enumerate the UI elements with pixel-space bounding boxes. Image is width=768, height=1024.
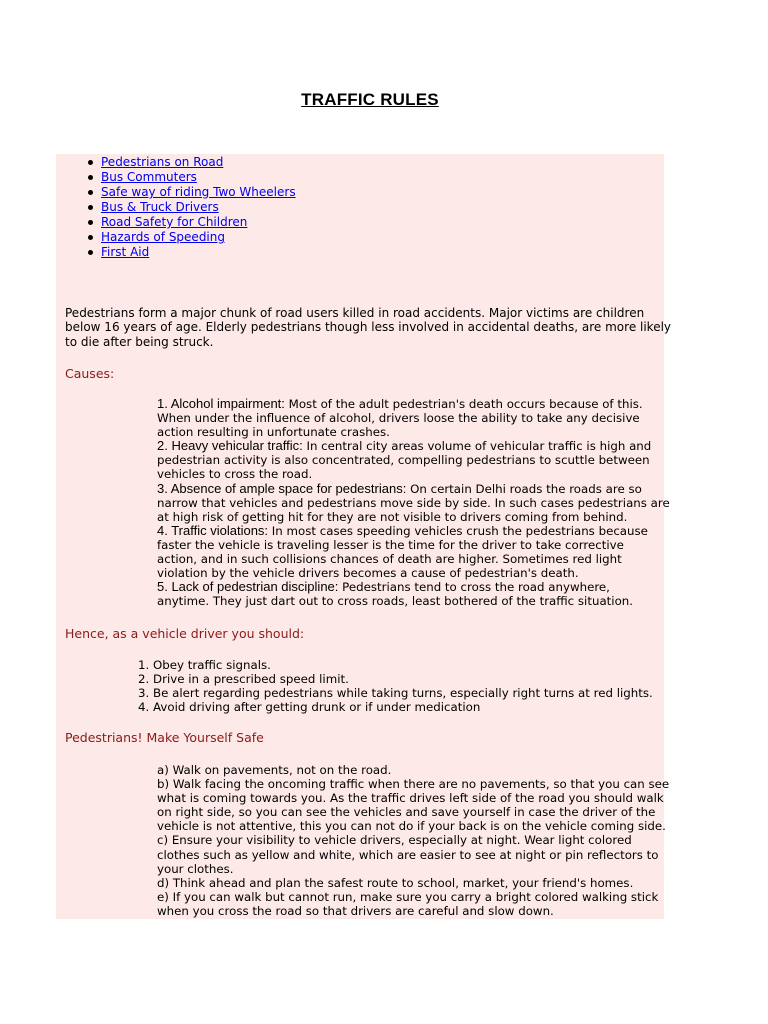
cause-line: anytime. They just dart out to cross roads, least bothered of the traffic situation. — [157, 594, 634, 609]
nav-item — [84, 215, 296, 230]
nav-item — [84, 200, 296, 215]
nav-item — [84, 245, 296, 260]
tip-line: your clothes. — [157, 861, 234, 876]
tip-line: b) Walk facing the oncoming traffic when there are no pavements, so that you can see — [157, 777, 670, 792]
tip-line: a) Walk on pavements, not on the road. — [157, 763, 392, 777]
cause-line: action resulting in unfortunate crashes. — [157, 425, 390, 440]
link-bus-truck-drivers[interactable]: Bus & Truck Drivers — [101, 200, 219, 214]
tip-line: what is coming towards you. As the traffic drives left side of the road you should walk — [157, 791, 664, 806]
bullet-icon — [88, 205, 93, 210]
link-first-aid[interactable]: First Aid — [101, 245, 150, 259]
cause-line: pedestrian activity is also concentrated, compelling pedestrians to scuttle between — [157, 453, 650, 468]
bullet-icon — [88, 190, 93, 195]
driver-item: 3. Be alert regarding pedestrians while taking turns, especially right turns at red lights. — [138, 686, 653, 701]
nav-item — [84, 155, 296, 170]
cause-line: at high risk of getting hit for they are not visible to drivers coming from behind. — [157, 509, 628, 524]
link-bus-commuters[interactable]: Bus Commuters — [101, 170, 197, 184]
nav-item — [84, 185, 296, 200]
cause-label: 3. Absence of ample space for pedestrians: — [157, 480, 407, 496]
bullet-icon — [88, 220, 93, 225]
nav-item — [84, 230, 296, 245]
tip-line: when you cross the road so that drivers are careful and slow down. — [157, 903, 554, 918]
causes-list — [157, 397, 670, 608]
cause-label: 4. Traffic violations: — [157, 522, 269, 538]
cause-line: narrow that vehicles and pedestrians move side by side. In such cases pedestrians are — [157, 495, 670, 510]
nav-item — [84, 170, 296, 185]
cause-line: 5. Lack of pedestrian discipline: Pedestrians tend to cross the road anywhere, — [157, 579, 610, 595]
cause-label: 1. Alcohol impairment: — [157, 396, 285, 411]
cause-line: violation by the vehicle drivers becomes a cause of pedestrian's death. — [157, 566, 579, 581]
pedestrian-heading: Pedestrians! Make Yourself Safe — [65, 730, 264, 745]
causes-heading: Causes: — [65, 366, 115, 381]
cause-line: vehicles to cross the road. — [157, 467, 313, 482]
link-hazards-of-speeding[interactable]: Hazards of Speeding — [101, 230, 225, 244]
cause-label: 5. Lack of pedestrian discipline: — [157, 579, 339, 595]
intro-line: to die after being struck. — [65, 334, 214, 349]
cause-line: faster the vehicle is traveling lesser is the time for the driver to take corrective — [157, 537, 624, 552]
tip-line: clothes such as yellow and white, which are easier to see at night or pin reflectors to — [157, 847, 659, 862]
cause-line: When under the influence of alcohol, drivers loose the ability to take any decisive — [157, 411, 640, 426]
cause-line: 1. Alcohol impairment: Most of the adult pedestrian's death occurs because of this. — [157, 396, 643, 411]
bullet-icon — [88, 250, 93, 255]
intro-line: below 16 years of age. Elderly pedestrians though less involved in accidental deaths, are more likely — [65, 320, 672, 335]
link-pedestrians-on-road[interactable]: Pedestrians on Road — [101, 155, 224, 169]
cause-line: 4. Traffic violations: In most cases speeding vehicles crush the pedestrians because — [157, 522, 648, 538]
bullet-icon — [88, 160, 93, 165]
page-title: TRAFFIC RULES — [301, 90, 439, 109]
link-two-wheelers[interactable]: Safe way of riding Two Wheelers — [101, 185, 296, 199]
cause-line: 3. Absence of ample space for pedestrians: On certain Delhi roads the roads are so — [157, 480, 642, 496]
cause-line: 2. Heavy vehicular traffic: In central city areas volume of vehicular traffic is high and — [157, 438, 652, 454]
driver-heading: Hence, as a vehicle driver you should: — [65, 626, 305, 641]
bullet-icon — [88, 175, 93, 180]
driver-item: 1. Obey traffic signals. — [138, 658, 271, 672]
intro-line: Pedestrians form a major chunk of road users killed in road accidents. Major victims are children — [65, 306, 645, 320]
tip-line: vehicle is not attentive, this you can not do if your back is on the vehicle coming side. — [157, 819, 666, 834]
tip-line: on right side, so you can see the vehicles and save yourself in case the driver of the — [157, 805, 656, 820]
tip-line: d) Think ahead and plan the safest route to school, market, your friend's homes. — [157, 875, 634, 890]
tip-line: e) If you can walk but cannot run, make sure you carry a bright colored walking stick — [157, 889, 659, 904]
driver-item: 4. Avoid driving after getting drunk or if under medication — [138, 700, 481, 715]
tip-line: c) Ensure your visibility to vehicle drivers, especially at night. Wear light colored — [157, 833, 632, 848]
bullet-icon — [88, 235, 93, 240]
driver-item: 2. Drive in a prescribed speed limit. — [138, 672, 349, 687]
link-road-safety-children[interactable]: Road Safety for Children — [101, 215, 248, 229]
nav-links-list — [84, 155, 296, 260]
driver-list — [138, 658, 653, 714]
pedestrian-tips — [157, 763, 669, 918]
intro-paragraph — [65, 306, 671, 349]
cause-line: action, and in such collisions chances of death are higher. Sometimes red light — [157, 552, 622, 567]
cause-label: 2. Heavy vehicular traffic: — [157, 438, 303, 454]
